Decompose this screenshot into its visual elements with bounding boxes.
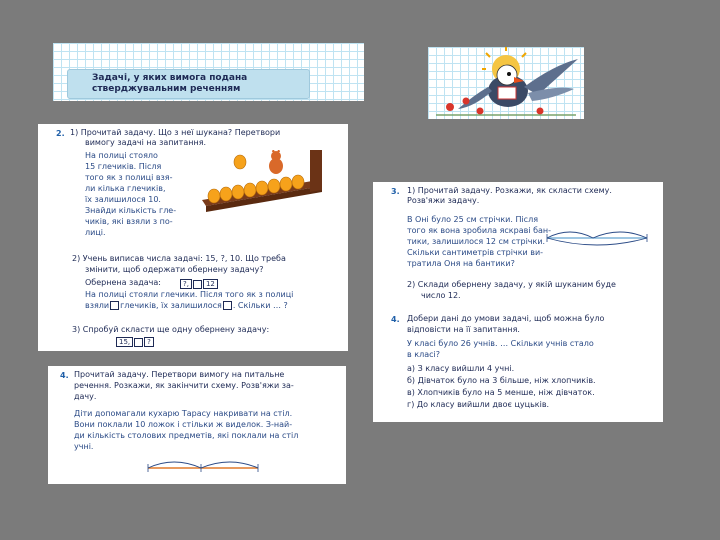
task4-right-line: б) Дівчаток було на 3 більше, ніж хлопчиків. bbox=[407, 376, 596, 385]
task4-left-line: ди кількість столових предметів, які поклали на стіл bbox=[74, 431, 299, 440]
task2-line: того як з полиці взя- bbox=[85, 173, 173, 182]
title-heading-line1: Задачі, у яких вимога подана bbox=[92, 73, 248, 83]
task4-right-line: г) До класу вийшли двоє цуцьків. bbox=[407, 400, 550, 409]
cutlery-scheme-icon bbox=[144, 456, 264, 480]
task2-line: 1) Прочитай задачу. Що з неї шукана? Перетвори bbox=[70, 128, 281, 137]
task2-panel bbox=[38, 124, 348, 351]
title-heading-line2: стверджувальним реченням bbox=[92, 84, 241, 94]
task3-number: 3. bbox=[391, 187, 400, 196]
task2-line: чиків, які взяли з по- bbox=[85, 217, 173, 226]
task2-line: На полиці стояли глечики. Після того як з полиці bbox=[85, 290, 294, 299]
slot-unknown: ? bbox=[144, 337, 154, 347]
task3-panel bbox=[373, 182, 663, 422]
task3-line: 2) Склади обернену задачу, у якій шуканим буде bbox=[407, 280, 616, 289]
slot-number: 12 bbox=[203, 279, 218, 289]
task3-line: Скільки сантиметрів стрічки ви- bbox=[407, 248, 544, 257]
task4-left-line: речення. Розкажи, як закінчити схему. Розв'яжи за- bbox=[74, 381, 294, 390]
answer-box[interactable] bbox=[223, 301, 232, 310]
task2-line: ли кілька глечиків, bbox=[85, 184, 166, 193]
answer-box[interactable] bbox=[134, 338, 143, 347]
task4-panel bbox=[48, 366, 346, 484]
task3-line: тики, залишилося 12 см стрічки. bbox=[407, 237, 546, 246]
task4-right-line: в класі? bbox=[407, 350, 440, 359]
task2-line: їх залишилося 10. bbox=[85, 195, 161, 204]
task4-left-line: Вони поклали 10 ложок і стільки ж виделок. З-най- bbox=[74, 420, 293, 429]
task2-answer-slots-2 bbox=[116, 337, 154, 347]
task3-line: В Оні було 25 см стрічки. Після bbox=[407, 215, 539, 224]
mascot-panel bbox=[428, 47, 584, 119]
task2-inline-line: взяли глечиків, їх залишилося . Скільки … ? bbox=[85, 301, 288, 310]
task2-number: 2. bbox=[56, 129, 65, 138]
ribbon-scheme-icon bbox=[543, 228, 653, 248]
jar-shelf-icon bbox=[198, 150, 328, 225]
task4-left-line: учні. bbox=[74, 442, 94, 451]
bird-mascot-icon bbox=[428, 47, 584, 119]
title-panel bbox=[53, 43, 364, 101]
slot-number: 15, bbox=[116, 337, 133, 347]
task3-line: 1) Прочитай задачу. Розкажи, як скласти схему. bbox=[407, 186, 612, 195]
answer-box[interactable] bbox=[110, 301, 119, 310]
task4-left-line: Прочитай задачу. Перетвори вимогу на питальне bbox=[74, 370, 285, 379]
task2-line: лиці. bbox=[85, 228, 106, 237]
task3-line: Розв'яжи задачу. bbox=[407, 196, 480, 205]
task3-line: число 12. bbox=[421, 291, 461, 300]
task4-left-number: 4. bbox=[60, 371, 69, 380]
task2-line: Знайди кількість гле- bbox=[85, 206, 177, 215]
task2-line: 2) Учень виписав числа задачі: 15, ?, 10. Що треба bbox=[72, 254, 286, 263]
task2-line: 3) Спробуй скласти ще одну обернену задачу: bbox=[72, 325, 270, 334]
task3-line: тратила Оня на бантики? bbox=[407, 259, 515, 268]
task4-left-line: дачу. bbox=[74, 392, 97, 401]
task2-line: Обернена задача: bbox=[85, 278, 161, 287]
slot-unknown: ?, bbox=[180, 279, 192, 289]
answer-box[interactable] bbox=[193, 280, 202, 289]
task4-right-line: відповісти на її запитання. bbox=[407, 325, 520, 334]
task4-right-line: Добери дані до умови задачі, щоб можна було bbox=[407, 314, 605, 323]
task4-left-line: Діти допомагали кухарю Тарасу накривати на стіл. bbox=[74, 409, 293, 418]
task4-right-line: У класі було 26 учнів. … Скільки учнів стало bbox=[407, 339, 594, 348]
title-banner bbox=[67, 69, 310, 99]
task4-right-number: 4. bbox=[391, 315, 400, 324]
task3-line: того як вона зробила яскраві бан- bbox=[407, 226, 552, 235]
task2-line: На полиці стояло bbox=[85, 151, 158, 160]
task2-answer-slots bbox=[180, 279, 218, 289]
cat-icon bbox=[269, 150, 283, 174]
task2-line: вимогу задачі на запитання. bbox=[85, 138, 207, 147]
task4-right-line: а) З класу вийшли 4 учні. bbox=[407, 364, 515, 373]
task4-right-line: в) Хлопчиків було на 5 менше, ніж дівчаток. bbox=[407, 388, 595, 397]
task2-line: 15 глечиків. Після bbox=[85, 162, 162, 171]
task2-line: змінити, щоб одержати обернену задачу? bbox=[85, 265, 264, 274]
